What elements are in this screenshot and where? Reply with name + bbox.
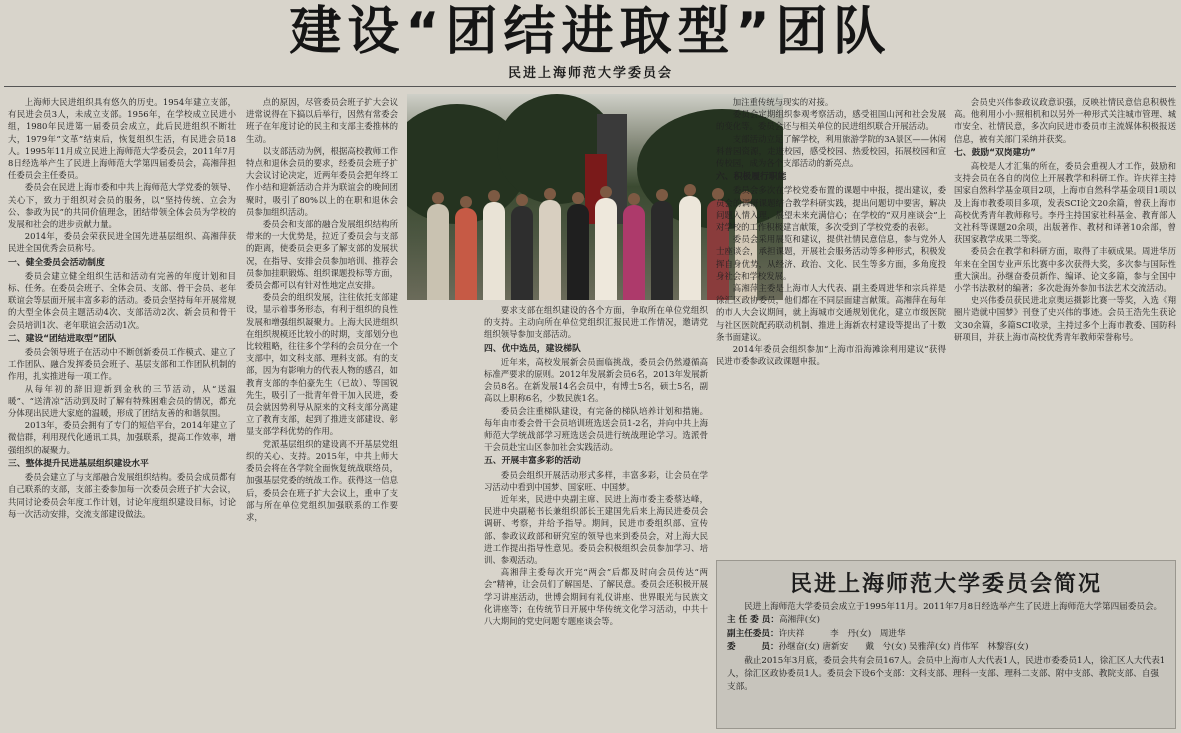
- summary-vice-row: [727, 628, 1167, 641]
- person-shape: [427, 204, 449, 300]
- paragraph: 委员会建立健全组织生活和活动有完善的年度计划和目标、任务。在委员会班子、全体会员、支部、骨干会员、老年联谊会等层面开展丰富多彩的活动。委员会坚持每年开展常规的大型全体会员主题活动4次、支部活动2次、新会员和骨干会员培训1次、老年联谊会活动1次。: [8, 270, 236, 330]
- section-heading: 四、优中选员，建设梯队: [484, 343, 581, 354]
- section-heading: 七、鼓励“双岗建功”: [954, 147, 1036, 158]
- person-shape: [455, 208, 477, 300]
- headline: 建设“团结进取型”团队: [289, 2, 892, 62]
- summary-chair-row: [727, 614, 1167, 627]
- section-heading: 六、积极履行职能: [716, 172, 787, 183]
- section-heading: 五、开展丰富多彩的活动: [484, 456, 581, 467]
- paragraph: 高湘萍主委每次开完“两会”后都及时向会员传达“两会”精神，让会员们了解国是、了解民意。委员会还积极开展学习讲座活动，世博会期间有礼仪讲座、世界眼光与民族文化讲座等；在传统节日开展中华传统文化学习活动，中共十八大期间的党史问题专题座谈会等。: [484, 567, 708, 627]
- article-column-5: [954, 96, 1176, 556]
- paragraph: 加注重传统与现实的对接。: [732, 97, 834, 107]
- paragraph: 点的原因，尽管委员会班子扩大会议进常说得在下搞以后举行，因然有常委会班子在年度讨论的民主和支部主委推林的生动。: [246, 97, 398, 144]
- person-shape: [595, 198, 617, 300]
- section-heading: 一、健全委员会活动制度: [8, 257, 105, 268]
- section-heading: 二、建设“团结进取型”团队: [8, 333, 117, 344]
- summary-closing: 截止2015年3月底，委员会共有会员167人。会员中上海市人大代表1人，民进市委委员1人，徐汇区人大代表1人，徐汇区政协委员1人。委员会下设6个支部：文科支部、理科一支部、理科二支部、附中支部、教院支部、自强支部。: [727, 655, 1166, 693]
- paragraph: 委员会和支部的融合发展组织结构所带来的一大优势是，拉近了委员会与支部的距离，使委员会更多了解支部的发展状况，在指导、安排会员参加培训、推荐会员参加挂职锻炼、组织课题投标等方面，委员会都可以有针对性地定点安排。: [246, 219, 398, 291]
- paragraph: 委员会组织开展活动形式多样，丰富多彩，让会员在学习活动中看到中国梦、国家旺、中国梦。: [484, 469, 708, 492]
- paragraph: 委员会在民进上海市委和中共上海师范大学党委的领导、关心下，致力于组织对会员的服务，以“坚持传统、立会为公、参政为民”的共同价值理念，团结带领全体会员为学校的发展和社会的进步贡献力量。: [8, 182, 236, 230]
- person-shape: [651, 201, 673, 300]
- summary-chair-label: 主 任 委 员：: [727, 615, 779, 626]
- person-shape: [511, 206, 533, 300]
- paragraph: 委员会多次在学校党委布置的课题中申报，提出建议，委员会的调研课题结合教学科研实践，提出问题切中要害，解决问题入情入理，展望未来充满信心；在学校的“双月座谈会”上对学校的工作积极建言献策，多次受到了学校党委的表彰。: [716, 185, 946, 233]
- summary-member-row: [727, 641, 1167, 654]
- summary-vice-label: 副主任委员：: [727, 628, 779, 639]
- summary-vice-value: 许庆祥 李 丹(女) 周进华: [778, 628, 906, 639]
- person-shape: [623, 205, 645, 300]
- person-shape: [483, 202, 505, 300]
- paragraph: 从每年初的辞旧迎新到金秋的三节活动，从“送温暖”、“送清凉”活动到及时了解有特殊困难会员的情况，都充分体现出民进大家庭的温暖，形成了团结友善的和谐氛围。: [8, 383, 236, 419]
- paragraph: 委员会建立了与支部融合发展组织结构。委员会成员都有自己联系的支部，支部主委参加每一次委员会班子扩大会议，共同讨论委员会年度工作计划，讨论年度组织建设目标，讨论每一次活动安排，交流支部建设做法。: [8, 472, 236, 519]
- paragraph: 以支部活动为例，根据高校教师工作特点和退休会员的要求，经委员会班子扩大会议讨论决定，近两年委员会把年终工作小结和迎新活动合并为联谊会的晚间团聚时，吸引了80%以上的在职和退休会员参加组织活动。: [246, 145, 398, 217]
- article-column-4: [716, 96, 946, 556]
- paragraph: 史兴伟委员获民进北京奥运摄影比赛一等奖，入选《翔圈片造就中国梦》刊登了史兴伟的事迹。会员王浩先生获论文30余篇，多篇SCI收录，主持过多个上海市教委、国防科研项目，并获上海市高校优秀青年教师荣誉称号。: [954, 295, 1176, 342]
- summary-chair-value: 高湘萍(女): [778, 615, 821, 626]
- header-divider: [4, 86, 1176, 87]
- paragraph: 近年来，高校发展新会员面临挑战，委员会仍然遵循高标准严要求的原则。2012年发展新会员6名，2013年发展新会员8名。在新发展14名会员中，有博士5名，硕士5名，副高以上职称6名，少数民族1名。: [484, 356, 708, 404]
- paragraph: 2014年委员会组织参加“上海市沿海滩涂利用建议”获得民进市委参政议政课题申报。: [716, 344, 946, 367]
- summary-member-value: 孙继奋(女) 唐新安 戴 兮(女) 吴雅萍(女) 肖伟军 林黎容(女): [778, 642, 1029, 653]
- paragraph: 党派基层组织的建设离不开基层党组织的关心、支持。2015年，中共上师大委员会将在各学院全面恢复统战联络员，加强基层党委的统战工作。获得这一信息后，委员会在班子扩大会议上，重申了支部与所在单位党组织加强联系的工作要求，: [246, 438, 398, 522]
- paragraph: 2014年，委员会荣获民进全国先进基层组织、高湘萍获民进全国优秀会员称号。: [8, 231, 236, 254]
- summary-title: 民进上海师范大学委员会简况: [789, 572, 1102, 597]
- paragraph: 2013年，委员会拥有了专门的短信平台，2014年建立了微信群，利用现代化通讯工具，加强联系，提高工作效率，增强组织的凝聚力。: [8, 420, 236, 455]
- summary-intro: 民进上海师范大学委员会成立于1995年11月。2011年7月8日经选举产生了民进上海师范大学第四届委员会。: [744, 602, 1163, 612]
- paragraph: 委员会注重梯队建设，有完备的梯队培养计划和措施。每年由市委会骨干会员培训班选送会员1-2名，并向中共上海师范大学统战部学习班选送会员进行统战理论学习。选派骨干会员赴宝山区参加社会实践活动。: [484, 405, 708, 453]
- byline: 民进上海师范大学委员会: [507, 66, 673, 81]
- paragraph: 委员会的组织发展，注往依托支部建设，显示着事务形态，有利于组织的良性发展和增强组织凝聚力。上海大民进组织在组织规模还比较小的时期，支部划分也比较粗略，往往多个学科的会员分在一个支部中，如文科支部、理科支部。有的支部，因为有影响力的代表人物的感召，如教育支部的李伯豪先生（已故）、等国锐先生，吸引了一批青年骨干加入民进，委员会就因势利导从原来的文科支部分离建立了教育支部，起到了推进支部建设、彰显支部学科优势的作用。: [246, 292, 398, 437]
- person-shape: [679, 196, 701, 300]
- paragraph: 委员会定期组织参观考察活动，感受祖国山河和社会发展的变化等。委员会还与相关单位的民进组织联合开展活动。: [716, 109, 946, 132]
- section-heading: 三、整体提升民进基层组织建设水平: [8, 458, 149, 469]
- person-shape: [539, 200, 561, 300]
- paragraph: 近年来，民进中央副主席、民进上海市委主委蔡达峰，民进中央副秘书长兼组织部长王建国先后来上海民进委员会调研、考察，并给予指导。期间，民进市委组织部、宣传部、参政议政部和研究室的领导也来到委员会，对上海大民进工作提出指导性意见。委员会积极组织会员参加学习、培训、参观活动。: [484, 494, 708, 566]
- article-column-2: [246, 96, 398, 728]
- summary-body: [727, 601, 1167, 695]
- paragraph: 委员会在教学和科研方面，取得了丰硕成果。周进华历年来在全国专业声乐比赛中多次获得大奖，多次参与国际性重大演出。孙继奋委员新作、编译、论文多篇，参与全国中小学书法教材的编著；多次赴海外参加书法艺术交流活动。: [954, 246, 1176, 294]
- person-shape: [567, 204, 589, 300]
- paragraph: 委员会采用展览和建议，提供社情民意信息，参与党外人士座谈会，承担课题，开展社会服务活动等多种形式，积极发挥自身优势，从经济、政治、文化、民生等多方面，多角度投身社会和学校发展。: [716, 234, 946, 281]
- article-column-1: [8, 96, 236, 728]
- paragraph: 上海师大民进组织具有悠久的历史。1954年建立支部，有民进会员3人，未成立支部。1956年，在学校成立民进小组，1980年民进第一届委员会成立，此后民进组织不断壮大，1979年“文革”结束后，恢复组织生活，有民进会员18人。1995年11月成立民进上海师范大学委员会，2011年7月8日经选举产生了民进上海师范大学第四届委员会，高湘萍担任委员会主任委员。: [8, 97, 236, 181]
- paragraph: 要求支部在组织建设的各个方面，争取所在单位党组织的支持。主动向所在单位党组织汇报民进工作情况，邀请党组织领导参加支部活动。: [484, 305, 708, 340]
- paragraph: 会员史兴伟参政议政意识强，反映社情民意信息积极性高。他利用小小·照相机和以另外一种形式关注城市管理、城市安全、社情民意，多次向民进市委员市主流媒体积极报送信息，被有关部门采纳并获奖。: [954, 97, 1176, 144]
- summary-member-label: 委 员：: [727, 642, 779, 653]
- article-column-3: [484, 304, 708, 728]
- paragraph: 支部活动立足了解学校，利用旅游学院的3A景区——休闲科普园资源，走进校园，感受校园、热爱校园，拓展校园和宣传校园，成为各个支部活动的新亮点。: [716, 133, 946, 169]
- paragraph: 高校是人才汇集的所在，委员会重视人才工作，鼓励和支持会员在各自的岗位上开展教学和科研工作。许庆祥主持国家自然科学基金项目2项，上海市自然科学基金项目1项以及上海市教委项目多项，发表SCI论文20余篇，曾获上海市高校优秀青年教师称号。李丹主持国家社科基金、教育部人文社科等课题20余项，出版著作、教材和译著10余部，曾获国家教学成果二等奖。: [954, 161, 1176, 245]
- paragraph: 高湘萍主委是上海市人大代表、副主委周进华和宗兵祥是徐汇区政协委员，他们都在不同层面建言献策。高湘萍在每年的市人大会议期间，就上海城市交通规划优化，建立市级医院与社区医院配药联动机制、推进上海新农村建设等提出了十数条书面建议。: [716, 283, 946, 342]
- summary-box: [716, 560, 1176, 729]
- paragraph: 委员会领导班子在活动中不断创新委员工作模式、建立了工作团队、融合发挥委员会班子、基层支部和工作团队机制的作用，扎实推进每一项工作。: [8, 347, 236, 382]
